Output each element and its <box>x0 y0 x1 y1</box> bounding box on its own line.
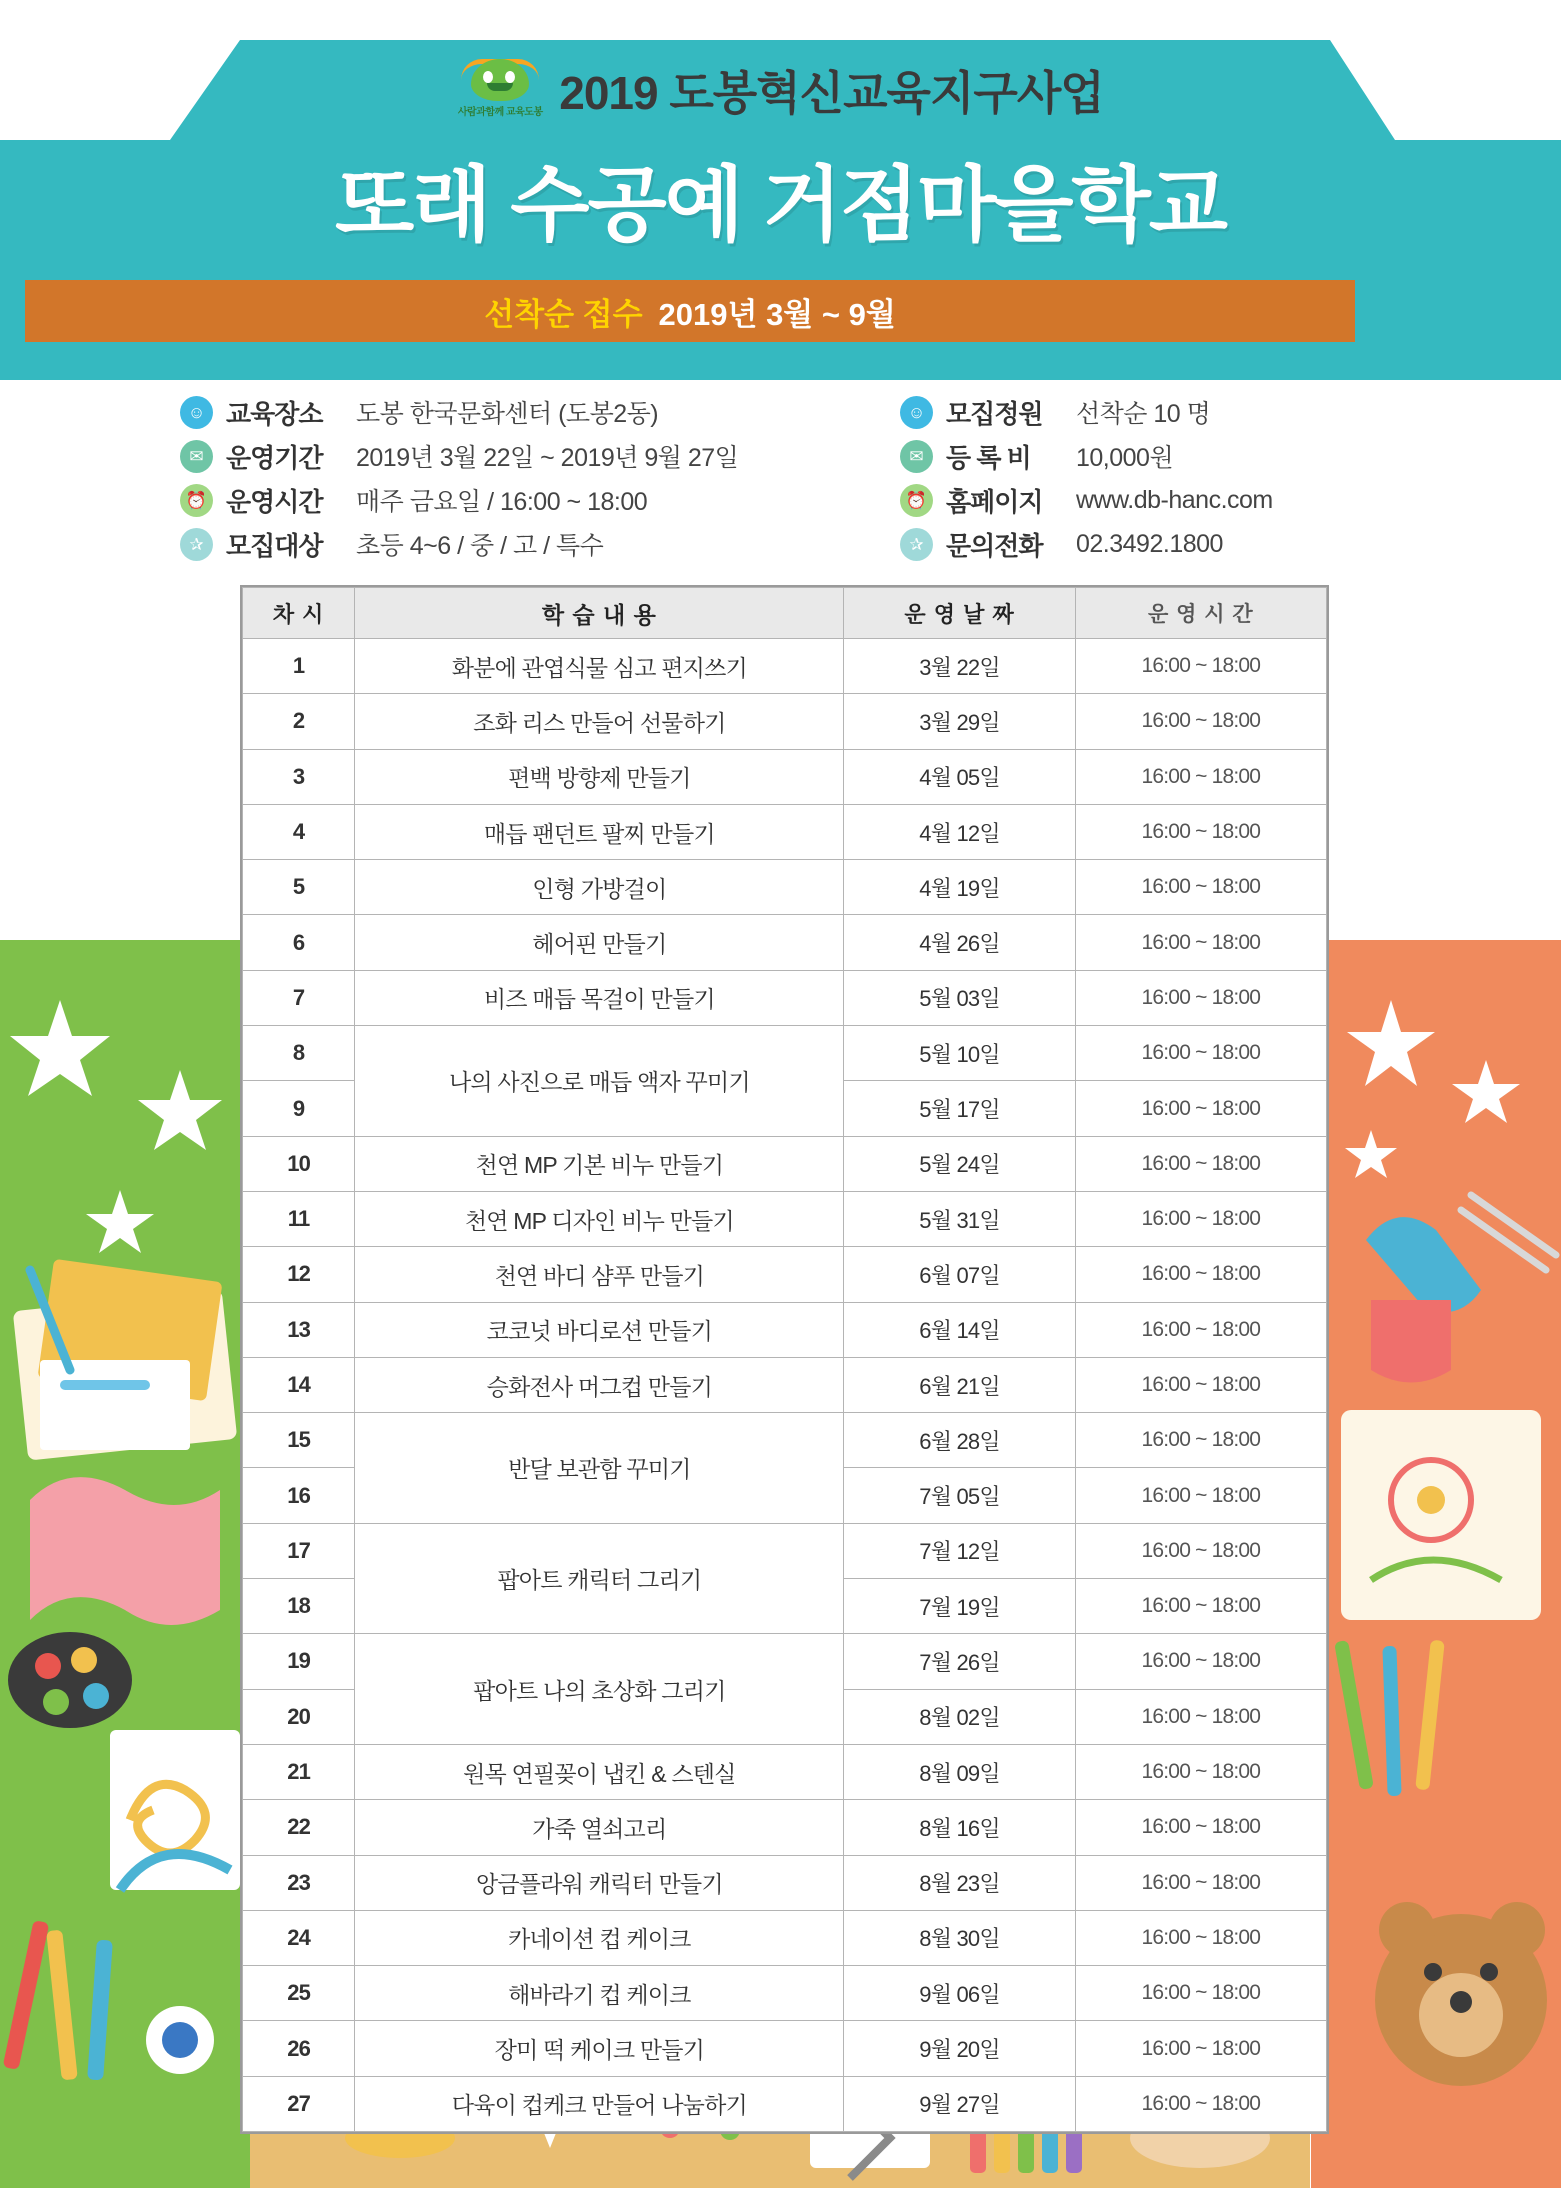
cell-date: 9월 27일 <box>844 2076 1075 2131</box>
col-header-no: 차 시 <box>243 588 355 639</box>
cell-session-no: 11 <box>243 1191 355 1246</box>
cell-date: 8월 16일 <box>844 1800 1075 1855</box>
cell-session-no: 15 <box>243 1413 355 1468</box>
poster-header <box>0 0 1561 380</box>
header-top-row <box>0 55 1561 125</box>
cell-date: 5월 31일 <box>844 1191 1075 1246</box>
cell-lesson-title: 나의 사진으로 매듭 액자 꾸미기 <box>355 1026 844 1137</box>
cell-time: 16:00 ~ 18:00 <box>1075 1026 1326 1081</box>
info-column-left <box>180 390 738 566</box>
info-row-location <box>180 390 738 434</box>
schedule-table <box>242 587 1327 2132</box>
cell-lesson-title: 코코넛 바디로션 만들기 <box>355 1302 844 1357</box>
cell-lesson-title: 다육이 컵케크 만들어 나눔하기 <box>355 2076 844 2131</box>
cell-date: 7월 05일 <box>844 1468 1075 1523</box>
registration-banner <box>25 280 1355 342</box>
cell-lesson-title: 인형 가방걸이 <box>355 860 844 915</box>
schedule-table-container <box>240 585 1329 2134</box>
calendar-icon: ✉ <box>180 440 213 473</box>
cell-date: 7월 19일 <box>844 1579 1075 1634</box>
star-icon: ✰ <box>180 528 213 561</box>
info-label: 운영기간 <box>226 442 323 473</box>
table-row <box>243 860 1327 915</box>
cell-date: 6월 14일 <box>844 1302 1075 1357</box>
cell-time: 16:00 ~ 18:00 <box>1075 694 1326 749</box>
cell-time: 16:00 ~ 18:00 <box>1075 1302 1326 1357</box>
table-row <box>243 1026 1327 1081</box>
cell-time: 16:00 ~ 18:00 <box>1075 1634 1326 1689</box>
info-label: 모집정원 <box>946 398 1043 429</box>
cell-lesson-title: 헤어핀 만들기 <box>355 915 844 970</box>
table-row <box>243 1413 1327 1468</box>
cell-lesson-title: 해바라기 컵 케이크 <box>355 1966 844 2021</box>
info-value: 2019년 3월 22일 ~ 2019년 9월 27일 <box>356 444 739 472</box>
clock-icon: ⏰ <box>900 484 933 517</box>
info-section <box>0 390 1561 570</box>
info-label: 등 록 비 <box>946 442 1031 473</box>
cell-date: 8월 23일 <box>844 1855 1075 1910</box>
cell-lesson-title: 앙금플라워 캐릭터 만들기 <box>355 1855 844 1910</box>
cell-time: 16:00 ~ 18:00 <box>1075 1191 1326 1246</box>
table-header-row <box>243 588 1327 639</box>
cell-session-no: 22 <box>243 1800 355 1855</box>
cell-time: 16:00 ~ 18:00 <box>1075 1081 1326 1136</box>
cell-session-no: 4 <box>243 804 355 859</box>
info-row-fee <box>900 434 1273 478</box>
cell-date: 4월 19일 <box>844 860 1075 915</box>
left-decoration-panel <box>0 940 250 2188</box>
cell-session-no: 8 <box>243 1026 355 1081</box>
info-row-period <box>180 434 738 478</box>
info-label: 문의전화 <box>946 530 1043 561</box>
info-label: 홈페이지 <box>946 486 1043 517</box>
cell-session-no: 26 <box>243 2021 355 2076</box>
cell-session-no: 9 <box>243 1081 355 1136</box>
info-label: 교육장소 <box>226 398 323 429</box>
info-value: 도봉 한국문화센터 (도봉2동) <box>356 400 659 428</box>
info-row-capacity <box>900 390 1273 434</box>
cell-time: 16:00 ~ 18:00 <box>1075 1247 1326 1302</box>
left-art-icon <box>0 940 250 2188</box>
cell-date: 3월 29일 <box>844 694 1075 749</box>
cell-time: 16:00 ~ 18:00 <box>1075 804 1326 859</box>
person-icon: ☺ <box>900 396 933 429</box>
table-row <box>243 1302 1327 1357</box>
table-row <box>243 1634 1327 1689</box>
cell-time: 16:00 ~ 18:00 <box>1075 1468 1326 1523</box>
cell-session-no: 16 <box>243 1468 355 1523</box>
table-row <box>243 970 1327 1025</box>
logo-caption: 사람과함께 교육도봉 <box>457 107 543 118</box>
info-row-phone <box>900 522 1273 566</box>
cell-date: 6월 21일 <box>844 1357 1075 1412</box>
table-row <box>243 1966 1327 2021</box>
cell-lesson-title: 조화 리스 만들어 선물하기 <box>355 694 844 749</box>
cell-lesson-title: 비즈 매듭 목걸이 만들기 <box>355 970 844 1025</box>
info-label: 운영시간 <box>226 486 323 517</box>
cell-lesson-title: 팝아트 나의 초상화 그리기 <box>355 1634 844 1745</box>
cell-session-no: 21 <box>243 1744 355 1799</box>
cell-session-no: 6 <box>243 915 355 970</box>
info-value: 10,000원 <box>1076 444 1174 472</box>
cell-session-no: 20 <box>243 1689 355 1744</box>
cell-lesson-title: 천연 MP 기본 비누 만들기 <box>355 1136 844 1191</box>
cell-date: 8월 30일 <box>844 1910 1075 1965</box>
cell-session-no: 25 <box>243 1966 355 2021</box>
cell-date: 8월 02일 <box>844 1689 1075 1744</box>
info-label: 모집대상 <box>226 530 323 561</box>
person-icon: ☺ <box>180 396 213 429</box>
cell-session-no: 10 <box>243 1136 355 1191</box>
cell-time: 16:00 ~ 18:00 <box>1075 639 1326 694</box>
star-icon: ✰ <box>900 528 933 561</box>
homepage-link[interactable]: www.db-hanc.com <box>1076 485 1273 514</box>
cell-date: 4월 05일 <box>844 749 1075 804</box>
cell-date: 5월 03일 <box>844 970 1075 1025</box>
table-row <box>243 1247 1327 1302</box>
cell-time: 16:00 ~ 18:00 <box>1075 1855 1326 1910</box>
cell-session-no: 23 <box>243 1855 355 1910</box>
clock-icon: ⏰ <box>180 484 213 517</box>
cell-session-no: 7 <box>243 970 355 1025</box>
cell-time: 16:00 ~ 18:00 <box>1075 1966 1326 2021</box>
cell-session-no: 18 <box>243 1579 355 1634</box>
table-row <box>243 2021 1327 2076</box>
cell-lesson-title: 가죽 열쇠고리 <box>355 1800 844 1855</box>
cell-date: 8월 09일 <box>844 1744 1075 1799</box>
program-year-title: 2019 도봉혁신교육지구사업 <box>559 67 1104 119</box>
table-row <box>243 2076 1327 2131</box>
table-row <box>243 1855 1327 1910</box>
cell-date: 5월 10일 <box>844 1026 1075 1081</box>
cell-session-no: 13 <box>243 1302 355 1357</box>
cell-date: 5월 24일 <box>844 1136 1075 1191</box>
info-column-right <box>900 390 1273 566</box>
cell-lesson-title: 편백 방향제 만들기 <box>355 749 844 804</box>
cell-date: 4월 12일 <box>844 804 1075 859</box>
registration-period: 2019년 3월 ~ 9월 <box>658 296 896 332</box>
cell-time: 16:00 ~ 18:00 <box>1075 2021 1326 2076</box>
right-art-icon <box>1311 940 1561 2188</box>
cell-date: 6월 28일 <box>844 1413 1075 1468</box>
col-header-time: 운 영 시 간 <box>1075 588 1326 639</box>
cell-date: 6월 07일 <box>844 1247 1075 1302</box>
cell-time: 16:00 ~ 18:00 <box>1075 1136 1326 1191</box>
col-header-title: 학 습 내 용 <box>355 588 844 639</box>
dobong-logo-icon <box>457 59 543 121</box>
cell-session-no: 3 <box>243 749 355 804</box>
calendar-icon: ✉ <box>900 440 933 473</box>
cell-time: 16:00 ~ 18:00 <box>1075 749 1326 804</box>
table-body <box>243 639 1327 2132</box>
cell-date: 5월 17일 <box>844 1081 1075 1136</box>
cell-date: 7월 26일 <box>844 1634 1075 1689</box>
table-row <box>243 1357 1327 1412</box>
info-value: 매주 금요일 / 16:00 ~ 18:00 <box>356 488 648 516</box>
table-row <box>243 1910 1327 1965</box>
cell-time: 16:00 ~ 18:00 <box>1075 1689 1326 1744</box>
cell-session-no: 5 <box>243 860 355 915</box>
cell-session-no: 14 <box>243 1357 355 1412</box>
table-row <box>243 1523 1327 1578</box>
cell-date: 9월 20일 <box>844 2021 1075 2076</box>
cell-session-no: 24 <box>243 1910 355 1965</box>
cell-session-no: 19 <box>243 1634 355 1689</box>
table-row <box>243 804 1327 859</box>
cell-lesson-title: 화분에 관엽식물 심고 편지쓰기 <box>355 639 844 694</box>
table-row <box>243 1136 1327 1191</box>
cell-lesson-title: 팝아트 캐릭터 그리기 <box>355 1523 844 1634</box>
cell-lesson-title: 천연 바디 샴푸 만들기 <box>355 1247 844 1302</box>
table-row <box>243 915 1327 970</box>
cell-session-no: 17 <box>243 1523 355 1578</box>
table-row <box>243 1191 1327 1246</box>
table-row <box>243 639 1327 694</box>
cell-date: 9월 06일 <box>844 1966 1075 2021</box>
table-row <box>243 694 1327 749</box>
info-row-homepage[interactable] <box>900 478 1273 522</box>
cell-lesson-title: 카네이션 컵 케이크 <box>355 1910 844 1965</box>
cell-date: 4월 26일 <box>844 915 1075 970</box>
col-header-date: 운 영 날 짜 <box>844 588 1075 639</box>
page-title: 또래 수공예 거점마을학교 <box>335 160 1226 251</box>
cell-time: 16:00 ~ 18:00 <box>1075 970 1326 1025</box>
table-row <box>243 1744 1327 1799</box>
cell-time: 16:00 ~ 18:00 <box>1075 860 1326 915</box>
info-value: 초등 4~6 / 중 / 고 / 특수 <box>356 532 604 560</box>
info-row-time <box>180 478 738 522</box>
info-row-target <box>180 522 738 566</box>
cell-lesson-title: 매듭 팬던트 팔찌 만들기 <box>355 804 844 859</box>
cell-lesson-title: 천연 MP 디자인 비누 만들기 <box>355 1191 844 1246</box>
cell-session-no: 12 <box>243 1247 355 1302</box>
cell-time: 16:00 ~ 18:00 <box>1075 2076 1326 2131</box>
info-value: 선착순 10 명 <box>1076 400 1211 428</box>
cell-time: 16:00 ~ 18:00 <box>1075 1413 1326 1468</box>
cell-time: 16:00 ~ 18:00 <box>1075 1910 1326 1965</box>
cell-session-no: 1 <box>243 639 355 694</box>
cell-lesson-title: 장미 떡 케이크 만들기 <box>355 2021 844 2076</box>
cell-lesson-title: 반달 보관함 꾸미기 <box>355 1413 844 1524</box>
cell-time: 16:00 ~ 18:00 <box>1075 1800 1326 1855</box>
cell-lesson-title: 승화전사 머그컵 만들기 <box>355 1357 844 1412</box>
cell-lesson-title: 원목 연필꽂이 냅킨 & 스텐실 <box>355 1744 844 1799</box>
cell-time: 16:00 ~ 18:00 <box>1075 915 1326 970</box>
table-row <box>243 749 1327 804</box>
cell-date: 7월 12일 <box>844 1523 1075 1578</box>
cell-time: 16:00 ~ 18:00 <box>1075 1523 1326 1578</box>
registration-highlight: 선착순 접수 <box>484 296 643 332</box>
table-row <box>243 1800 1327 1855</box>
cell-session-no: 27 <box>243 2076 355 2131</box>
cell-session-no: 2 <box>243 694 355 749</box>
cell-time: 16:00 ~ 18:00 <box>1075 1744 1326 1799</box>
cell-time: 16:00 ~ 18:00 <box>1075 1579 1326 1634</box>
cell-date: 3월 22일 <box>844 639 1075 694</box>
cell-time: 16:00 ~ 18:00 <box>1075 1357 1326 1412</box>
info-value: 02.3492.1800 <box>1076 529 1223 558</box>
right-decoration-panel <box>1311 940 1561 2188</box>
